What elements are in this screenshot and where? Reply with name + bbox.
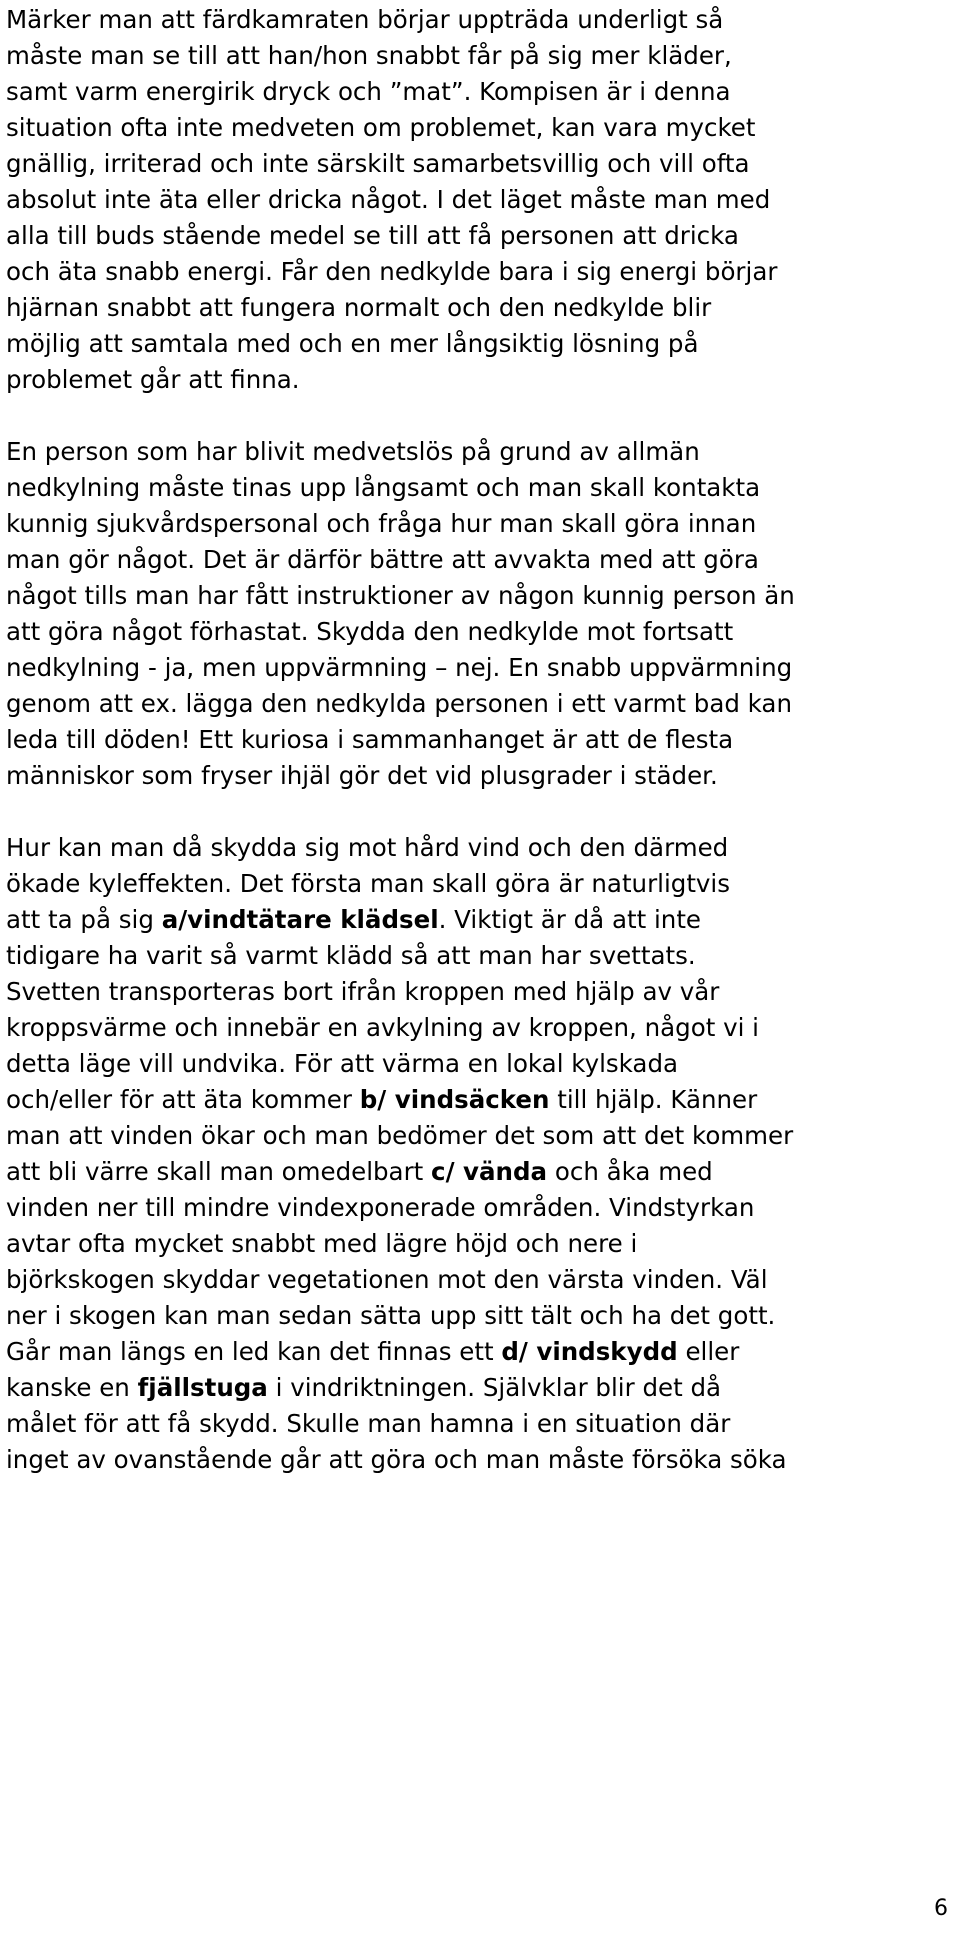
- text-segment: Går man längs en led kan det finnas ett: [6, 1337, 502, 1366]
- text-line: [6, 1334, 950, 1370]
- text-line: [6, 1226, 950, 1262]
- text-line: man gör något. Det är därför bättre att avvakta med att göra: [6, 545, 759, 574]
- paragraph-unconscious-person: [6, 434, 950, 794]
- text-segment: man att vinden ökar och man bedömer det som att det kommer: [6, 1121, 794, 1150]
- text-line: genom att ex. lägga den nedkylda personen i ett varmt bad kan: [6, 689, 792, 718]
- text-segment: att ta på sig: [6, 905, 162, 934]
- text-segment: målet för att få skydd. Skulle man hamna i en situation där: [6, 1409, 731, 1438]
- text-line: [6, 1442, 950, 1478]
- text-line: [6, 902, 950, 938]
- text-line: [6, 974, 950, 1010]
- text-segment: björkskogen skyddar vegetationen mot den värsta vinden. Väl: [6, 1265, 768, 1294]
- text-line: [6, 830, 950, 866]
- text-line: [6, 1046, 950, 1082]
- text-segment: ner i skogen kan man sedan sätta upp sitt tält och ha det gott.: [6, 1301, 776, 1330]
- text-line: [6, 1154, 950, 1190]
- text-line: kunnig sjukvårdspersonal och fråga hur man skall göra innan: [6, 509, 757, 538]
- text-line: [6, 866, 950, 902]
- text-line: [6, 1010, 950, 1046]
- paragraph-wind-protection: [6, 830, 950, 1478]
- text-line: problemet går att finna.: [6, 365, 300, 394]
- text-line: Märker man att färdkamraten börjar uppträda underligt så: [6, 5, 724, 34]
- text-segment: i vindriktningen. Självklar blir det då: [267, 1373, 722, 1402]
- text-line: nedkylning - ja, men uppvärmning – nej. En snabb uppvärmning: [6, 653, 793, 682]
- text-segment: inget av ovanstående går att göra och man måste försöka söka: [6, 1445, 787, 1474]
- text-line: att göra något förhastat. Skydda den nedkylde mot fortsatt: [6, 617, 734, 646]
- bold-term: d/ vindskydd: [501, 1337, 678, 1366]
- text-segment: och/eller för att äta kommer: [6, 1085, 360, 1114]
- text-segment: eller: [677, 1337, 740, 1366]
- text-line: nedkylning måste tinas upp långsamt och man skall kontakta: [6, 473, 761, 502]
- text-segment: . Viktigt är då att inte: [438, 905, 701, 934]
- bold-term: c/ vända: [431, 1157, 548, 1186]
- text-segment: kroppsvärme och innebär en avkylning av kroppen, något vi i: [6, 1013, 759, 1042]
- text-line: samt varm energirik dryck och ”mat”. Kompisen är i denna: [6, 77, 731, 106]
- bold-term: a/vindtätare klädsel: [161, 905, 439, 934]
- text-segment: och åka med: [547, 1157, 713, 1186]
- text-line: alla till buds stående medel se till att få personen att dricka: [6, 221, 739, 250]
- bold-term: b/ vindsäcken: [359, 1085, 550, 1114]
- text-segment: ökade kyleffekten. Det första man skall göra är naturligtvis: [6, 869, 730, 898]
- text-line: [6, 1118, 950, 1154]
- text-line: [6, 1262, 950, 1298]
- text-segment: kanske en: [6, 1373, 138, 1402]
- text-segment: tidigare ha varit så varmt klädd så att man har svettats.: [6, 941, 696, 970]
- text-segment: Svetten transporteras bort ifrån kroppen med hjälp av vår: [6, 977, 720, 1006]
- text-line: och äta snabb energi. Får den nedkylde bara i sig energi börjar: [6, 257, 778, 286]
- text-line: [6, 1406, 950, 1442]
- text-line: måste man se till att han/hon snabbt får på sig mer kläder,: [6, 41, 732, 70]
- text-segment: vinden ner till mindre vindexponerade områden. Vindstyrkan: [6, 1193, 755, 1222]
- text-line: [6, 1190, 950, 1226]
- bold-term: fjällstuga: [137, 1373, 268, 1402]
- text-segment: avtar ofta mycket snabbt med lägre höjd och nere i: [6, 1229, 638, 1258]
- page-number: 6: [934, 1896, 948, 1921]
- text-line: något tills man har fått instruktioner av någon kunnig person än: [6, 581, 795, 610]
- text-line: människor som fryser ihjäl gör det vid plusgrader i städer.: [6, 761, 718, 790]
- text-line: möjlig att samtala med och en mer långsiktig lösning på: [6, 329, 699, 358]
- text-segment: till hjälp. Känner: [549, 1085, 758, 1114]
- text-line: [6, 1298, 950, 1334]
- text-line: [6, 1370, 950, 1406]
- text-segment: att bli värre skall man omedelbart: [6, 1157, 432, 1186]
- text-line: hjärnan snabbt att fungera normalt och den nedkylde blir: [6, 293, 712, 322]
- text-line: gnällig, irriterad och inte särskilt samarbetsvillig och vill ofta: [6, 149, 750, 178]
- text-line: absolut inte äta eller dricka något. I det läget måste man med: [6, 185, 771, 214]
- text-line: [6, 938, 950, 974]
- text-line: En person som har blivit medvetslös på grund av allmän: [6, 437, 700, 466]
- paragraph-hypothermia-signs: [6, 2, 950, 398]
- text-line: leda till döden! Ett kuriosa i sammanhanget är att de flesta: [6, 725, 734, 754]
- text-segment: Hur kan man då skydda sig mot hård vind och den därmed: [6, 833, 729, 862]
- text-segment: detta läge vill undvika. För att värma en lokal kylskada: [6, 1049, 679, 1078]
- text-line: situation ofta inte medveten om problemet, kan vara mycket: [6, 113, 756, 142]
- text-line: [6, 1082, 950, 1118]
